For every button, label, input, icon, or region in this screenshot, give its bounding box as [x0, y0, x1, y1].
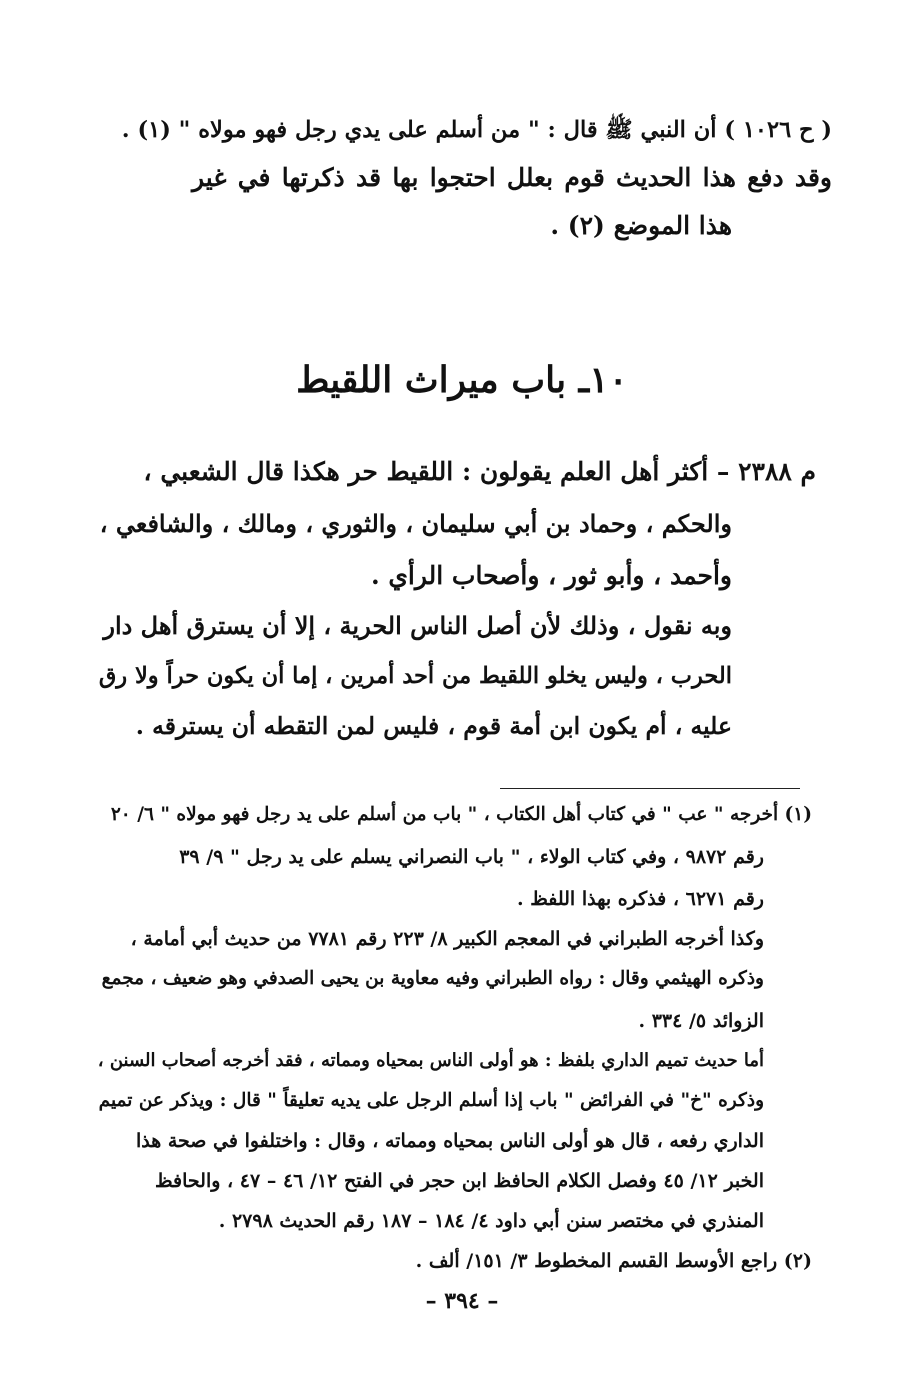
- hadith-line-3: هذا الموضع (٢) .: [550, 211, 732, 240]
- footnote-1-line-8: وذكره "خ" في الفرائض " باب إذا أسلم الرجل على يديه تعليقاً " قال : ويذكر عن تميم: [98, 1090, 764, 1111]
- footnote-1-line-9: الداري رفعه ، قال هو أولى الناس بمحياه ومماته ، وقال : واختلفوا في صحة هذا: [135, 1130, 764, 1152]
- masala-line-1: م ٢٣٨٨ – أكثر أهل العلم يقولون : اللقيط حر هكذا قال الشعبي ،: [143, 457, 816, 486]
- footnote-1-line-6: الزوائد ٥/ ٣٣٤ .: [638, 1010, 764, 1032]
- footnote-1-line-2: رقم ٩٨٧٢ ، وفي كتاب الولاء ، " باب النصراني يسلم على يد رجل " ٩/ ٣٩: [179, 846, 764, 868]
- masala-line-6: عليه ، أم يكون ابن أمة قوم ، فليس لمن التقطه أن يسترقه .: [135, 712, 732, 740]
- hadith-line-2: وقد دفع هذا الحديث قوم بعلل احتجوا بها قد ذكرتها في غير: [192, 163, 832, 192]
- footnote-1-line-7: أما حديث تميم الداري بلفظ : هو أولى الناس بمحياه ومماته ، فقد أخرجه أصحاب السنن ،: [97, 1050, 764, 1071]
- masala-line-3: وأحمد ، وأبو ثور ، وأصحاب الرأي .: [370, 561, 732, 590]
- footnote-1-line-3: رقم ٦٢٧١ ، فذكره بهذا اللفظ .: [516, 888, 764, 910]
- footnote-2-line-1: (٢) راجع الأوسط القسم المخطوط ٣/ ١٥١/ ألف .: [415, 1250, 812, 1272]
- footnote-1-line-4: وكذا أخرجه الطبراني في المعجم الكبير ٨/ ٢٢٣ رقم ٧٧٨١ من حديث أبي أمامة ،: [130, 928, 764, 950]
- footnote-1-line-10: الخبر ١٢/ ٤٥ وفصل الكلام الحافظ ابن حجر في الفتح ١٢/ ٤٦ – ٤٧ ، والحافظ: [155, 1170, 764, 1192]
- footnote-1-line-1: (١) أخرجه " عب " في كتاب أهل الكتاب ، " باب من أسلم على يد رجل فهو مولاه " ٦/ ٢٠: [110, 804, 812, 825]
- page-number: – ٣٩٤ –: [425, 1288, 499, 1314]
- footnote-1-line-11: المنذري في مختصر سنن أبي داود ٤/ ١٨٤ – ١٨٧ رقم الحديث ٢٧٩٨ .: [218, 1210, 764, 1232]
- chapter-title: ١٠ـ باب ميراث اللقيط: [296, 359, 628, 401]
- hadith-line-1: ( ح ١٠٢٦ ) أن النبي ﷺ قال : " من أسلم على يدي رجل فهو مولاه " (١) .: [121, 117, 832, 143]
- footnote-1-line-5: وذكره الهيثمي وقال : رواه الطبراني وفيه معاوية بن يحيى الصدفي وهو ضعيف ، مجمع: [101, 968, 764, 989]
- footnote-separator: [500, 788, 800, 789]
- masala-line-5: الحرب ، وليس يخلو اللقيط من أحد أمرين ، إما أن يكون حراً ولا رق: [98, 663, 732, 689]
- masala-line-2: والحكم ، وحماد بن أبي سليمان ، والثوري ، ومالك ، والشافعي ،: [99, 509, 732, 538]
- masala-line-4: وبه نقول ، وذلك لأن أصل الناس الحرية ، إلا أن يسترق أهل دار: [103, 611, 732, 640]
